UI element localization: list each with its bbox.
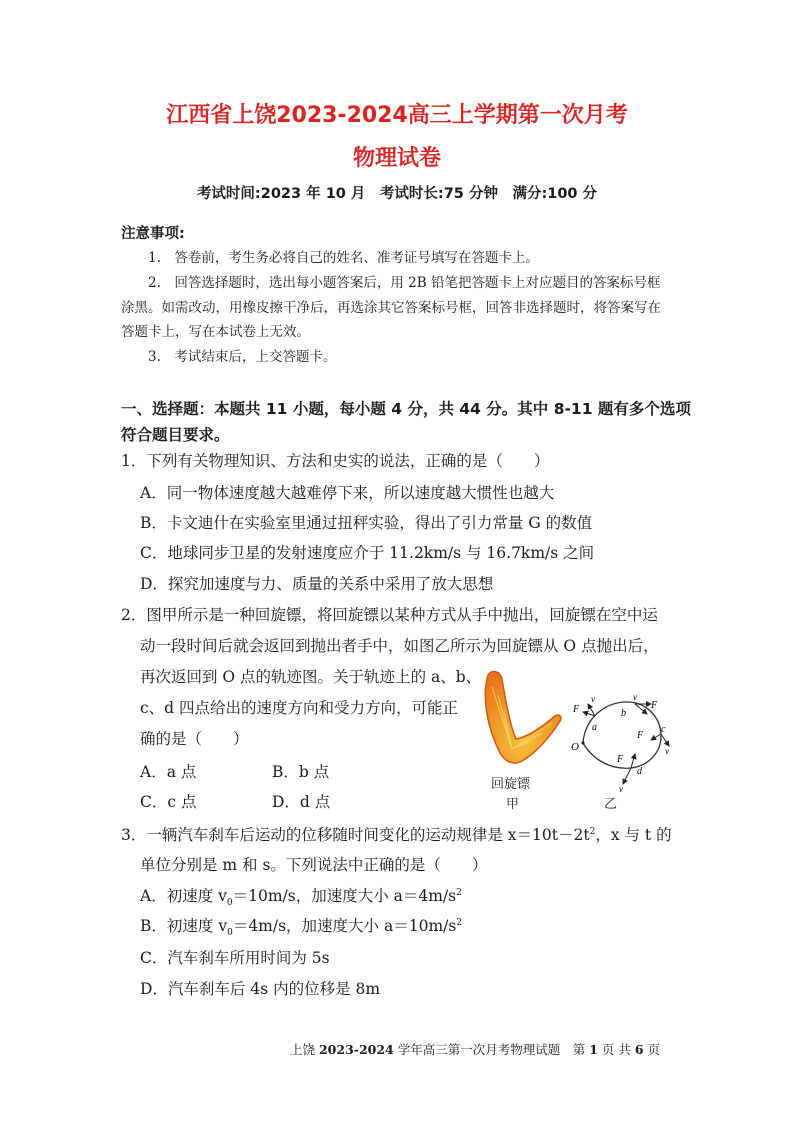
exam-title: 江西省上饶2023-2024高三上学期第一次月考	[166, 103, 628, 128]
trajectory-diagram	[565, 688, 680, 798]
label-d: d	[637, 766, 642, 777]
boomerang-shape	[485, 672, 561, 763]
question-2-option-b: B．b 点	[272, 763, 330, 781]
question-2-option-c: C．c 点	[140, 793, 197, 811]
question-3-option-d: D．汽车刹车后 4s 内的位移是 8m	[140, 980, 381, 998]
exam-subject-title: 物理试卷	[352, 146, 441, 171]
page-footer: 上饶 2023-2024 学年高三第一次月考物理试题 第 1 页 共 6 页	[290, 1042, 661, 1057]
section-heading-line-1: 一、选择题：本题共 11 小题，每小题 4 分，共 44 分。其中 8-11 题有多个选项	[121, 400, 691, 418]
question-1-option-d: D．探究加速度与力、质量的关系中采用了放大思想	[140, 575, 494, 593]
notice-item-2-line-2: 涂黑。如需改动，用橡皮擦干净后，再选涂其它答案标号框，回答非选择题时，将答案写在	[121, 300, 661, 316]
label-F-d: F	[617, 754, 624, 765]
question-2-line-3: 再次返回到 O 点的轨迹图。关于轨迹上的 a、b、	[140, 668, 482, 686]
notice-heading: 注意事项:	[121, 226, 185, 242]
question-2-line-5: 确的是（ ）	[140, 730, 249, 748]
question-2-line-2: 动一段时间后就会返回到抛出者手中，如图乙所示为回旋镖从 O 点抛出后，	[140, 637, 659, 655]
label-v-a: v	[591, 694, 595, 704]
label-c: c	[661, 724, 666, 735]
boomerang-figure	[470, 665, 570, 785]
question-2-option-a: A．a 点	[140, 763, 197, 781]
question-3-option-c: C．汽车刹车所用时间为 5s	[140, 949, 330, 967]
question-2-option-d: D．d 点	[272, 793, 331, 811]
label-O: O	[571, 741, 579, 753]
label-F-a: F	[573, 704, 580, 715]
figure-yi-label: 乙	[604, 797, 618, 812]
label-v-d: v	[619, 784, 623, 794]
label-F-c: F	[637, 730, 644, 741]
question-3-option-b: B．初速度 $v_0=4m/s$，加速度大小 $a=10m/s^2$	[140, 917, 463, 939]
exam-meta: 考试时间:2023 年 10 月 考试时长:75 分钟 满分:100 分	[196, 186, 598, 202]
question-3-line-2: 单位分别是 m 和 s。下列说法中正确的是（ ）	[140, 856, 488, 874]
question-3-option-a: A．初速度 $v_0=10m/s$，加速度大小 $a=4m/s^2$	[140, 887, 462, 909]
section-heading-line-2: 符合题目要求。	[121, 426, 230, 444]
question-2-line-1: 2．图甲所示是一种回旋镖，将回旋镖以某种方式从手中抛出，回旋镖在空中运	[121, 606, 658, 624]
label-F-b: F	[651, 700, 658, 711]
label-b: b	[621, 708, 626, 719]
question-1-option-b: B．卡文迪什在实验室里通过扭秤实验，得出了引力常量 G 的数值	[140, 514, 593, 532]
notice-item-2-line-3: 答题卡上，写在本试卷上无效。	[121, 324, 310, 340]
label-a: a	[592, 722, 597, 733]
question-1-stem: 1．下列有关物理知识、方法和史实的说法，正确的是（ ）	[121, 452, 550, 470]
question-3-line-1: 3．一辆汽车刹车后运动的位移随时间变化的运动规律是 $x=10t-2t^2$，x 与 t 的	[121, 826, 672, 844]
label-v-c: v	[665, 746, 669, 756]
question-2-line-4: c、d 四点给出的速度方向和受力方向，可能正	[140, 699, 459, 717]
notice-item-2-line-1: 2. 回答选择题时，选出每小题答案后，用 2B 铅笔把答题卡上对应题目的答案标号框	[148, 275, 661, 291]
label-v-b: v	[633, 692, 637, 702]
notice-item-3: 3. 考试结束后，上交答题卡。	[148, 349, 337, 365]
boomerang-caption: 回旋镖	[491, 777, 531, 792]
question-1-option-a: A．同一物体速度越大越难停下来，所以速度越大惯性也越大	[140, 484, 555, 502]
figure-jia-label: 甲	[506, 797, 520, 812]
notice-item-1: 1. 答卷前，考生务必将自己的姓名、准考证号填写在答题卡上。	[148, 250, 539, 266]
question-1-option-c: C．地球同步卫星的发射速度应介于 11.2km/s 与 16.7km/s 之间	[140, 544, 595, 562]
